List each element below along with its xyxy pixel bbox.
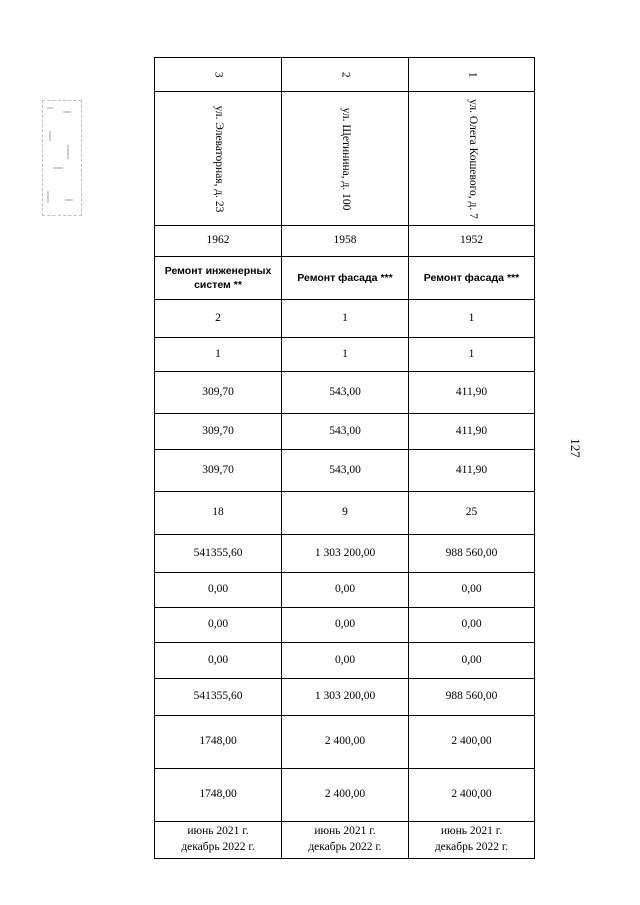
table-cell: 543,00 xyxy=(282,450,409,492)
table-cell: 0,00 xyxy=(409,643,535,679)
table-cell: 541355,60 xyxy=(155,535,282,573)
table-cell: 411,90 xyxy=(409,372,535,414)
address-cell xyxy=(282,92,409,226)
deadline-end: декабрь 2022 г. xyxy=(308,841,382,853)
deadline-cell xyxy=(409,822,535,859)
table-cell: 411,90 xyxy=(409,450,535,492)
deadline-end: декабрь 2022 г. xyxy=(181,841,255,853)
table-cell: 0,00 xyxy=(155,643,282,679)
table-cell: 2 400,00 xyxy=(409,716,535,769)
table-cell: 18 xyxy=(155,492,282,535)
table-cell: 0,00 xyxy=(282,643,409,679)
work-type-cell: Ремонт инженерных систем ** xyxy=(155,257,282,300)
table-row xyxy=(155,450,535,492)
year-cell: 1952 xyxy=(409,226,535,257)
table-cell: 988 560,00 xyxy=(409,535,535,573)
table-row xyxy=(155,822,535,859)
table-cell: 1 xyxy=(282,300,409,338)
table-cell: 0,00 xyxy=(282,573,409,608)
address-cell xyxy=(409,92,535,226)
table-cell: 2 400,00 xyxy=(282,769,409,822)
table-row xyxy=(155,338,535,372)
year-cell: 1962 xyxy=(155,226,282,257)
deadline-cell xyxy=(282,822,409,859)
table-row xyxy=(155,92,535,226)
table-row xyxy=(155,372,535,414)
table-row xyxy=(155,58,535,92)
table-cell: 1 xyxy=(155,338,282,372)
column-number-cell xyxy=(409,58,535,92)
table-cell: 543,00 xyxy=(282,372,409,414)
table-row xyxy=(155,300,535,338)
table-row xyxy=(155,535,535,573)
table-row xyxy=(155,257,535,300)
table-cell: 1748,00 xyxy=(155,716,282,769)
table-cell: 1748,00 xyxy=(155,769,282,822)
column-number-cell xyxy=(282,58,409,92)
table-cell: 0,00 xyxy=(282,608,409,643)
address: ул. Щетинина, д. 100 xyxy=(339,107,352,210)
table-cell: 309,70 xyxy=(155,450,282,492)
table-cell: 541355,60 xyxy=(155,679,282,716)
address-cell xyxy=(155,92,282,226)
table-cell: 25 xyxy=(409,492,535,535)
table-cell: 1 xyxy=(409,300,535,338)
deadline-cell xyxy=(155,822,282,859)
table-row xyxy=(155,769,535,822)
table-row xyxy=(155,492,535,535)
table-row xyxy=(155,679,535,716)
work-type-cell: Ремонт фасада *** xyxy=(409,257,535,300)
page-number: 127 xyxy=(567,438,583,458)
table-cell: 0,00 xyxy=(409,608,535,643)
column-number: 1 xyxy=(466,71,479,78)
table-cell: 309,70 xyxy=(155,414,282,450)
table-row xyxy=(155,643,535,679)
address: ул. Элеваторная, д. 23 xyxy=(212,105,225,212)
column-number: 3 xyxy=(212,71,225,78)
table-cell: 1 303 200,00 xyxy=(282,535,409,573)
table-cell: 543,00 xyxy=(282,414,409,450)
repair-table xyxy=(154,57,535,859)
table-cell: 2 xyxy=(155,300,282,338)
deadline-end: декабрь 2022 г. xyxy=(434,841,509,853)
deadline-start: июнь 2021 г. xyxy=(187,825,249,838)
table-cell: 988 560,00 xyxy=(409,679,535,716)
year-cell: 1958 xyxy=(282,226,409,257)
deadline-start: июнь 2021 г. xyxy=(440,825,503,838)
address: ул. Олега Кошевого, д. 7 xyxy=(466,98,479,219)
table-cell: 0,00 xyxy=(409,573,535,608)
stamp-mark xyxy=(42,100,82,216)
table-cell: 1 303 200,00 xyxy=(282,679,409,716)
table-cell: 411,90 xyxy=(409,414,535,450)
table-row xyxy=(155,573,535,608)
table-row xyxy=(155,608,535,643)
column-number-cell xyxy=(155,58,282,92)
table-cell: 309,70 xyxy=(155,372,282,414)
column-number: 2 xyxy=(339,71,352,78)
table-cell: 0,00 xyxy=(155,608,282,643)
table-cell: 0,00 xyxy=(155,573,282,608)
table-cell: 9 xyxy=(282,492,409,535)
deadline-start: июнь 2021 г. xyxy=(314,825,376,838)
table-cell: 1 xyxy=(409,338,535,372)
table-cell: 1 xyxy=(282,338,409,372)
table-row xyxy=(155,226,535,257)
work-type-cell: Ремонт фасада *** xyxy=(282,257,409,300)
table-row xyxy=(155,414,535,450)
table-cell: 2 400,00 xyxy=(409,769,535,822)
table-cell: 2 400,00 xyxy=(282,716,409,769)
table-row xyxy=(155,716,535,769)
